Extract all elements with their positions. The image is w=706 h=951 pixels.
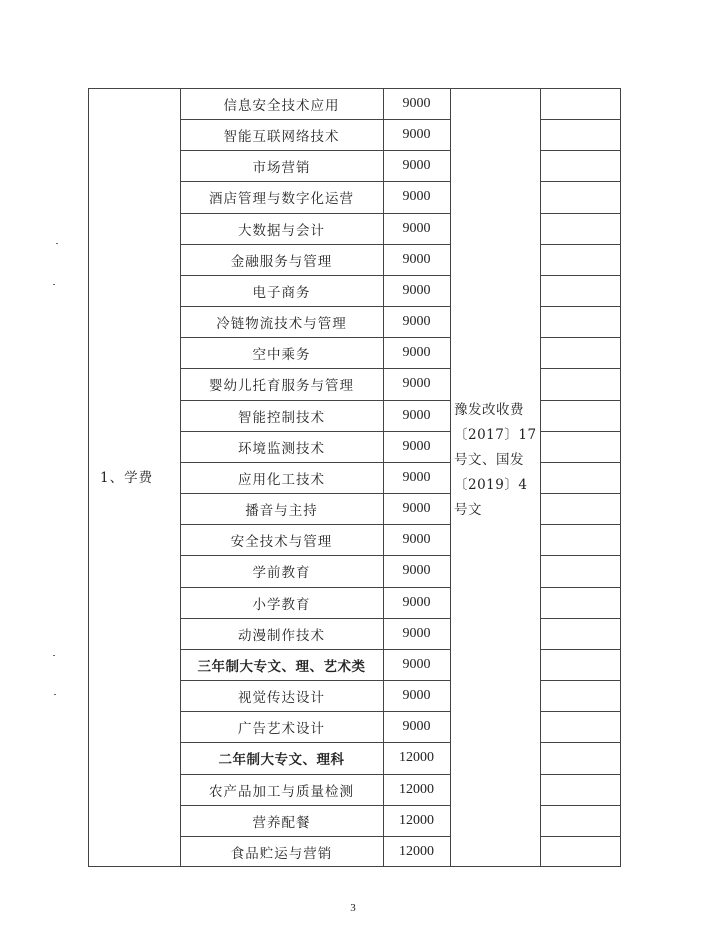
scan-speck [53,655,55,656]
pricing-basis-text: 豫发改收费 〔2017〕17 号文、国发 〔2019〕4 号文 [454,401,537,518]
blank-cell [540,524,621,555]
fee-amount-cell: 9000 [402,189,431,204]
blank-cell [540,774,621,805]
major-name-cell: 金融服务与管理 [230,253,333,270]
fee-table [88,88,621,867]
blank-cell [540,368,621,400]
blank-cell [540,337,621,368]
fee-amount-cell: 9000 [402,251,431,267]
blank-cell [540,88,621,119]
major-name-cell: 视觉传达设计 [238,689,325,706]
blank-cell [540,306,621,337]
blank-cell [540,618,621,649]
major-name-cell: 安全技术与管理 [230,533,333,550]
fee-amount-cell: 9000 [402,438,431,454]
fee-amount-cell: 9000 [402,157,431,173]
major-name-cell: 农产品加工与质量检测 [209,783,354,800]
blank-cell [540,181,621,213]
fee-amount-cell: 12000 [399,781,434,797]
fee-amount-cell: 9000 [402,563,431,578]
fee-amount-cell: 12000 [399,843,434,859]
major-name-cell: 智能控制技术 [238,409,325,426]
fee-category-label: 1、学费 [100,469,154,486]
program-group-heading: 三年制大专文、理、艺术类 [197,658,366,675]
major-name-cell: 冷链物流技术与管理 [216,315,347,332]
blank-cell [540,431,621,462]
major-name-cell: 市场营销 [252,159,311,176]
major-name-cell: 应用化工技术 [238,471,325,488]
fee-amount-cell: 9000 [402,313,431,329]
blank-cell [540,493,621,524]
fee-amount-cell: 9000 [402,376,431,391]
major-name-cell: 学前教育 [252,565,311,581]
fee-amount-cell: 9000 [402,220,431,236]
blank-cell [540,680,621,711]
major-name-cell: 小学教育 [252,596,311,613]
blank-cell [540,711,621,742]
major-name-cell: 广告艺术设计 [238,720,325,737]
blank-cell [540,213,621,244]
fee-amount-cell: 9000 [402,282,431,298]
blank-cell [540,244,621,275]
blank-cell [540,462,621,493]
fee-amount-cell: 9000 [402,594,431,610]
blank-cell [540,275,621,306]
major-name-cell: 空中乘务 [252,346,311,363]
fee-amount-cell: 9000 [402,687,431,703]
fee-amount-cell: 9000 [402,469,431,485]
major-name-cell: 大数据与会计 [238,222,325,239]
fee-amount-cell: 9000 [402,656,431,672]
fee-amount-cell: 9000 [402,95,431,111]
fee-amount-cell: 12000 [399,750,434,765]
blank-cell [540,587,621,618]
major-name-cell: 播音与主持 [245,502,318,519]
fee-amount-cell: 9000 [402,625,431,641]
major-name-cell: 婴幼儿托育服务与管理 [209,378,354,394]
table-border [88,88,89,867]
major-name-cell: 智能互联网络技术 [223,128,340,145]
major-name-cell: 动漫制作技术 [238,627,325,644]
blank-cell [540,742,621,774]
scan-speck [53,284,55,285]
fee-amount-cell: 12000 [399,812,434,828]
fee-amount-cell: 9000 [402,718,431,734]
blank-cell [540,119,621,150]
fee-amount-cell: 9000 [402,531,431,547]
fee-amount-cell: 9000 [402,500,431,516]
fee-amount-cell: 9000 [402,407,431,423]
blank-cell [540,400,621,431]
blank-cell [540,150,621,181]
blank-cell [540,649,621,680]
program-group-heading: 二年制大专文、理科 [218,752,345,768]
major-name-cell: 电子商务 [252,284,311,301]
major-name-cell: 环境监测技术 [238,440,325,457]
major-name-cell: 酒店管理与数字化运营 [209,191,354,207]
page-number: 3 [350,902,356,914]
scan-speck [54,694,56,695]
fee-amount-cell: 9000 [402,344,431,360]
column-divider [450,88,451,867]
blank-cell [540,805,621,836]
blank-cell [540,555,621,587]
scan-speck [56,243,58,244]
blank-cell [540,836,621,867]
major-name-cell: 信息安全技术应用 [223,97,340,114]
major-name-cell: 食品贮运与营销 [230,845,333,862]
major-name-cell: 营养配餐 [252,814,311,831]
fee-amount-cell: 9000 [402,126,431,142]
